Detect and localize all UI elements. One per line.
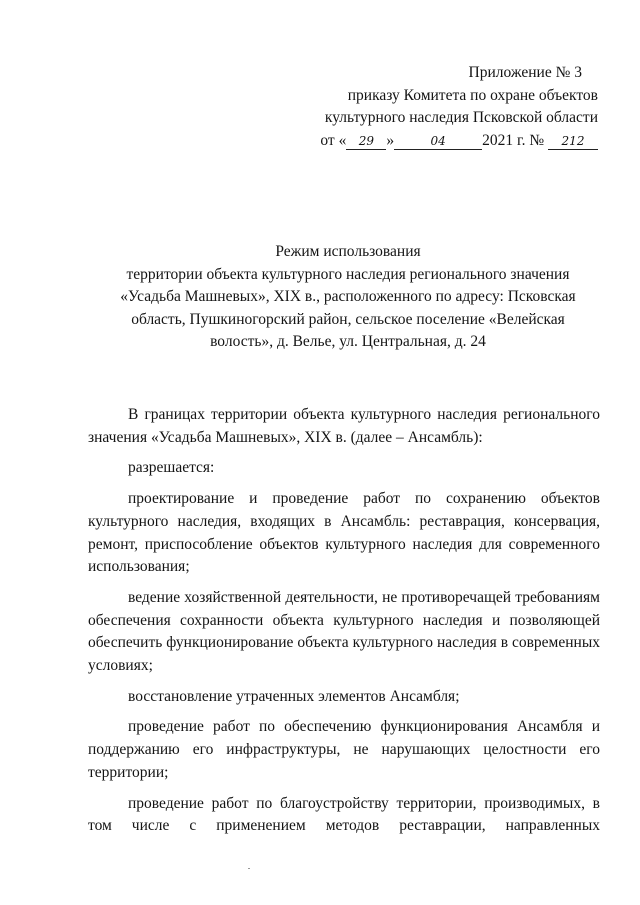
title-line-2: территории объекта культурного наследия регионального значения <box>126 265 570 283</box>
paragraph-landscaping: проведение работ по благоустройству территории, производимых, в том числе с применением методов реставрации, направленных <box>88 794 600 835</box>
date-prefix: от « <box>320 131 347 149</box>
paragraph-economic-activity: ведение хозяйственной деятельности, не противоречащей требованиям обеспечения сохранности объекта культурного наследия и позволяющей обеспечить функционирование объекта культурного наследия в современных условиях; <box>88 588 600 675</box>
appendix-number: Приложение № 3 <box>468 64 582 81</box>
appendix-order-ref: приказу Комитета по охране объектов <box>347 86 598 104</box>
document-body <box>88 404 600 838</box>
date-year-suffix: 2021 г. № <box>482 131 545 149</box>
paragraph-permitted-heading: разрешается: <box>128 459 215 477</box>
date-mid: » <box>386 131 395 149</box>
appendix-header <box>298 62 598 152</box>
appendix-committee: культурного наследия Псковской области <box>324 109 598 126</box>
paragraph-restoration: восстановление утраченных элементов Ансамбля; <box>128 687 460 705</box>
paragraph-intro: В границах территории объекта культурного наследия регионального значения «Усадьба Машневых», XIX в. (далее – Ансамбль): <box>88 406 600 446</box>
document-title <box>88 241 608 354</box>
appendix-date-line <box>298 130 598 153</box>
paragraph-design-works: проектирование и проведение работ по сохранению объектов культурного наследия, входящих в Ансамбль: реставрация, консервация, ремонт, приспособление объектов культурного наследия для современного использования; <box>88 490 600 576</box>
title-line-3: «Усадьба Машневых», XIX в., расположенного по адресу: Псковская <box>120 288 576 305</box>
scan-speck <box>248 868 250 869</box>
title-line-5: волость», д. Велье, ул. Центральная, д. 24 <box>210 333 486 350</box>
title-line-1: Режим использования <box>275 243 421 260</box>
date-day-handwritten: 29 <box>346 133 386 150</box>
order-number-handwritten: 212 <box>548 133 598 150</box>
date-month-handwritten: 04 <box>394 133 482 150</box>
paragraph-functioning: проведение работ по обеспечению функционирования Ансамбля и поддержанию его инфраструктуры, не нарушающих целостности его территории; <box>88 718 600 781</box>
title-line-4: область, Пушкиногорский район, сельское поселение «Велейская <box>131 310 565 328</box>
